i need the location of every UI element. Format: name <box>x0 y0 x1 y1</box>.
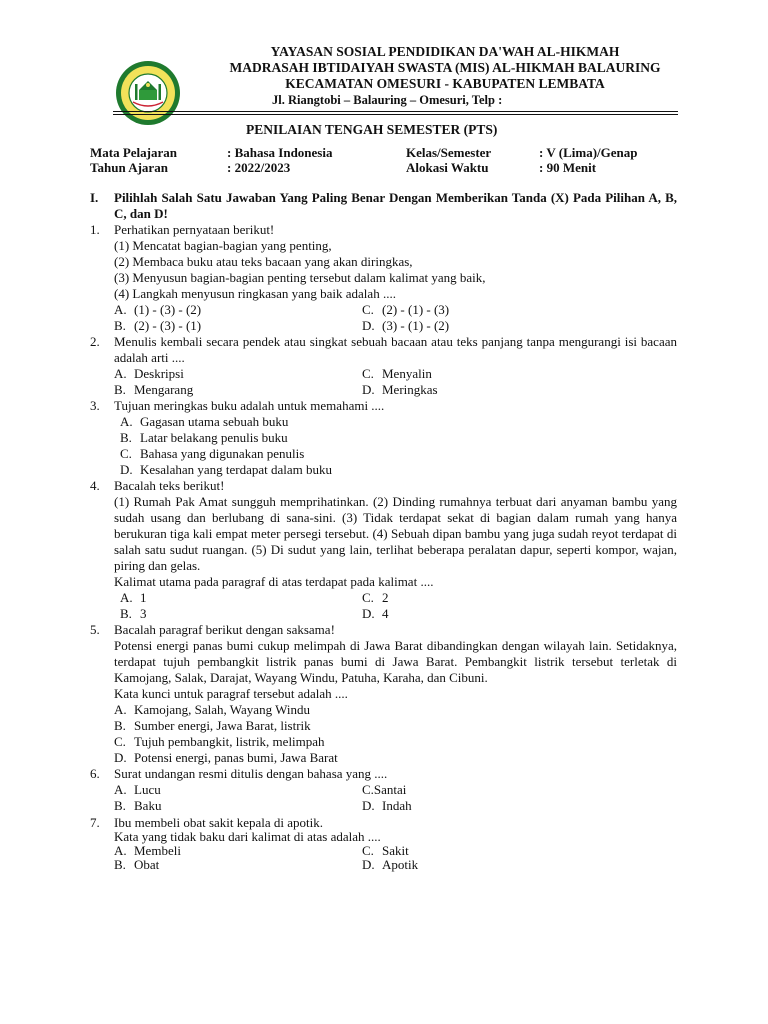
question-number: 3. <box>90 398 100 413</box>
option-b[interactable]: B. Mengarang <box>114 382 194 397</box>
option-c[interactable]: C. Sakit <box>362 843 409 858</box>
option-c[interactable]: C.Santai <box>362 782 407 797</box>
option-b[interactable]: B. Baku <box>114 798 162 813</box>
option-a[interactable]: A. Gagasan utama sebuah buku <box>120 414 289 429</box>
option-c[interactable]: C. 2 <box>362 590 389 605</box>
question-1 <box>90 222 677 334</box>
subject-label: Mata Pelajaran <box>90 145 178 160</box>
exam-title: PENILAIAN TENGAH SEMESTER (PTS) <box>246 122 498 137</box>
time-label: Alokasi Waktu <box>406 160 489 175</box>
question-prompt: Kalimat utama pada paragraf di atas terdapat pada kalimat .... <box>114 574 434 589</box>
question-2 <box>90 334 677 398</box>
question-prompt: Kata kunci untuk paragraf tersebut adalah .... <box>114 686 348 701</box>
question-text: Surat undangan resmi ditulis dengan bahasa yang .... <box>114 766 388 781</box>
question-number: 1. <box>90 222 100 237</box>
question-text: Bacalah paragraf berikut dengan saksama! <box>114 622 335 637</box>
section-instruction <box>90 190 677 222</box>
section-number: I. <box>90 190 99 205</box>
letterhead-address: Jl. Riangtobi – Balauring – Omesuri, Telp : <box>272 93 503 107</box>
question-3 <box>90 398 677 478</box>
class-label: Kelas/Semester <box>406 145 492 160</box>
statement-3: (3) Menyusun bagian-bagian penting tersebut dalam kalimat yang baik, <box>114 270 486 285</box>
question-text: Menulis kembali secara pendek atau singkat sebuah bacaan atau teks panjang tanpa mengurangi isi bacaan adalah arti .... <box>114 334 677 365</box>
question-4 <box>90 478 677 622</box>
option-b[interactable]: B. (2) - (3) - (1) <box>114 318 202 333</box>
statement-1: (1) Mencatat bagian-bagian yang penting, <box>114 238 332 253</box>
option-a[interactable]: A. (1) - (3) - (2) <box>114 302 202 317</box>
school-logo-icon <box>115 60 181 126</box>
option-d[interactable]: D. (3) - (1) - (2) <box>362 318 450 333</box>
option-a[interactable]: A. 1 <box>120 590 147 605</box>
question-text: Perhatikan pernyataan berikut! <box>114 222 275 237</box>
option-d[interactable]: D. Indah <box>362 798 412 813</box>
exam-info <box>90 145 690 175</box>
question-number: 5. <box>90 622 100 637</box>
question-text: Bacalah teks berikut! <box>114 478 225 493</box>
letterhead-line-1: YAYASAN SOSIAL PENDIDIKAN DA'WAH AL-HIKMAH <box>270 44 620 59</box>
letterhead <box>190 44 700 108</box>
class-value: : V (Lima)/Genap <box>539 145 638 160</box>
instruction-text: Pilihlah Salah Satu Jawaban Yang Paling Benar Dengan Memberikan Tanda (X) Pada Pilihan A, B, C, dan D! <box>114 190 677 221</box>
option-d[interactable]: D. Meringkas <box>362 382 438 397</box>
option-c[interactable]: C. (2) - (1) - (3) <box>362 302 450 317</box>
subject-value: : Bahasa Indonesia <box>227 145 333 160</box>
statement-2: (2) Membaca buku atau teks bacaan yang akan diringkas, <box>114 254 413 269</box>
statement-4: (4) Langkah menyusun ringkasan yang baik adalah .... <box>114 286 396 301</box>
option-c[interactable]: C. Tujuh pembangkit, listrik, melimpah <box>114 734 325 749</box>
question-number: 4. <box>90 478 100 493</box>
option-b[interactable]: B. Sumber energi, Jawa Barat, listrik <box>114 718 311 733</box>
option-c[interactable]: C. Bahasa yang digunakan penulis <box>120 446 305 461</box>
option-a[interactable]: A. Kamojang, Salah, Wayang Windu <box>114 702 310 717</box>
year-value: : 2022/2023 <box>227 160 291 175</box>
passage: (1) Rumah Pak Amat sungguh memprihatinkan. (2) Dinding rumahnya terbuat dari anyaman bambu yang sudah usang dan berlubang di sana-sini. (3) Tidak terdapat sekat di bagian dalam rumah yang hanya berukuran tiga kali empat meter persegi tersebut. (4) Sebuah dipan bambu yang juga sudah reyot terdapat di salah satu sudut ruangan. (5) Di sudut yang lain, terlihat beberapa peralatan dapur, seperti kompor, wajan, piring dan gelas. <box>114 494 677 573</box>
option-b[interactable]: B. Latar belakang penulis buku <box>120 430 288 445</box>
option-b[interactable]: B. Obat <box>114 857 160 872</box>
option-a[interactable]: A. Lucu <box>114 782 161 797</box>
question-prompt: Kata yang tidak baku dari kalimat di atas adalah .... <box>114 829 381 844</box>
question-6 <box>90 766 677 814</box>
option-c[interactable]: C. Menyalin <box>362 366 432 381</box>
option-a[interactable]: A. Deskripsi <box>114 366 184 381</box>
letterhead-line-2: MADRASAH IBTIDAIYAH SWASTA (MIS) AL-HIKMAH BALAURING <box>229 60 661 75</box>
option-d[interactable]: D. 4 <box>362 606 389 621</box>
letterhead-line-3: KECAMATAN OMESURI - KABUPATEN LEMBATA <box>285 76 605 91</box>
option-b[interactable]: B. 3 <box>120 606 147 621</box>
question-text: Ibu membeli obat sakit kepala di apotik. <box>114 815 324 830</box>
question-number: 7. <box>90 815 100 830</box>
question-5 <box>90 622 677 766</box>
option-d[interactable]: D. Potensi energi, panas bumi, Jawa Barat <box>114 750 338 765</box>
time-value: : 90 Menit <box>539 160 597 175</box>
option-a[interactable]: A. Membeli <box>114 843 181 858</box>
question-text: Tujuan meringkas buku adalah untuk memahami .... <box>114 398 385 413</box>
questions <box>90 190 677 872</box>
option-d[interactable]: D. Apotik <box>362 857 419 872</box>
letterhead-rule-thin <box>113 114 678 115</box>
year-label: Tahun Ajaran <box>90 160 168 175</box>
question-number: 2. <box>90 334 100 349</box>
passage: Potensi energi panas bumi cukup melimpah di Jawa Barat dibandingkan dengan wilayah lain. Setidaknya, terdapat tujuh pembangkit listrik panas bumi di Jawa Barat. Pembangkit listrik tersebut terletak di Kamojang, Salak, Darajat, Wayang Windu, Patuha, Karaha, dan Cibuni. <box>114 638 677 685</box>
letterhead-rule-thick <box>113 111 678 112</box>
option-d[interactable]: D. Kesalahan yang terdapat dalam buku <box>120 462 333 477</box>
question-number: 6. <box>90 766 100 781</box>
question-7 <box>90 816 677 872</box>
